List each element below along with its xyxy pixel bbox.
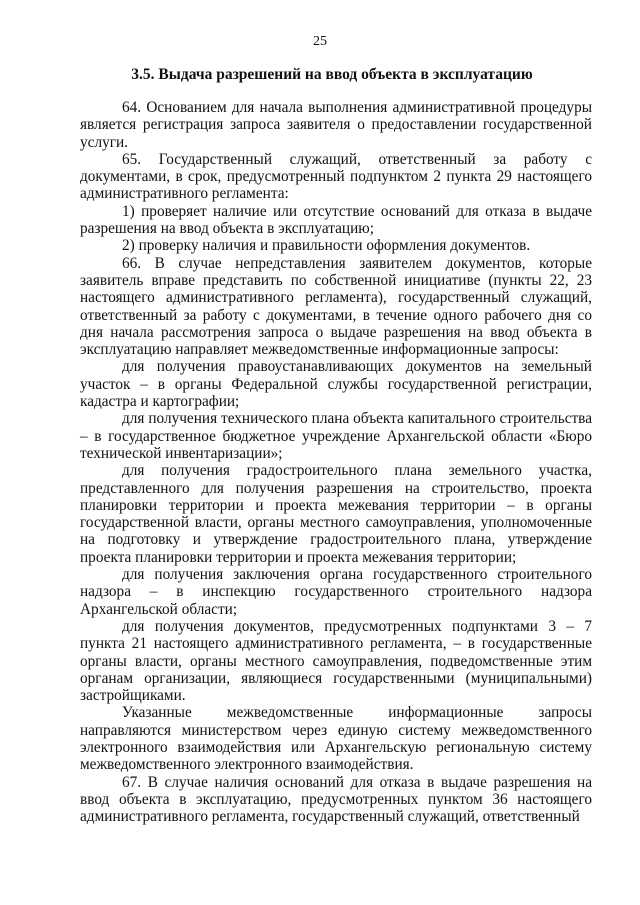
paragraph-requests-channel: Указанные межведомственные информационные запросы направляются министерством через единую систему межведомственного электронного взаимодействия или Архангельскую региональную систему межведомственного электронного взаимодействия.	[80, 704, 592, 774]
paragraph-66-request-land: для получения правоустанавливающих документов на земельный участок – в органы Федеральной службы государственной регистрации, кадастра и картографии;	[80, 358, 592, 411]
paragraph-66-request-technical-plan: для получения технического плана объекта капитального строительства – в государственное бюджетное учреждение Архангельской области «Бюро технической инвентаризации»;	[80, 410, 592, 462]
paragraph-66-request-supervision: для получения заключения органа государственного строительного надзора – в инспекцию государственного строительного надзора Архангельской области;	[80, 566, 592, 618]
body-text	[80, 99, 592, 825]
paragraph-64: 64. Основанием для начала выполнения административной процедуры является регистрация запроса заявителя о предоставлении государственной услуги.	[80, 99, 592, 151]
section-heading: 3.5. Выдача разрешений на ввод объекта в эксплуатацию	[131, 66, 533, 83]
paragraph-67: 67. В случае наличия оснований для отказа в выдаче разрешения на ввод объекта в эксплуатацию, предусмотренных пунктом 36 настоящего административного регламента, государственный служащий, ответственный	[80, 773, 592, 826]
paragraph-66: 66. В случае непредставления заявителем документов, которые заявитель вправе представить по собственной инициативе (пункты 22, 23 настоящего административного регламента), государственный служащий, ответственный за работу с документами, в течение одного рабочего дня со дня начала рассмотрения запроса о выдаче разрешения на ввод объекта в эксплуатацию направляет межведомственные информационные запросы:	[80, 254, 592, 359]
paragraph-65: 65. Государственный служащий, ответственный за работу с документами, в срок, предусмотренный подпунктом 2 пункта 29 настоящего административного регламента:	[80, 150, 592, 203]
page-number: 25	[313, 34, 327, 49]
paragraph-66-request-documents: для получения документов, предусмотренных подпунктами 3 – 7 пункта 21 настоящего административного регламента, – в государственные органы власти, органы местного самоуправления, подведомственные этим органам организации, являющиеся государственными (муниципальными) застройщиками.	[80, 617, 592, 705]
paragraph-65-item-1: 1) проверяет наличие или отсутствие оснований для отказа в выдаче разрешения на ввод объекта в эксплуатацию;	[80, 202, 592, 238]
paragraph-65-item-2: 2) проверку наличия и правильности оформления документов.	[122, 237, 531, 255]
paragraph-66-request-urban-plan: для получения градостроительного плана земельного участка, представленного для получения разрешения на строительство, проекта планировки территории и проекта межевания территории – в органы государственной власти, органы местного самоуправления, уполномоченные на подготовку и утверждение градостроительного плана, утверждение проекта планировки территории и проекта межевания территории;	[80, 462, 592, 566]
